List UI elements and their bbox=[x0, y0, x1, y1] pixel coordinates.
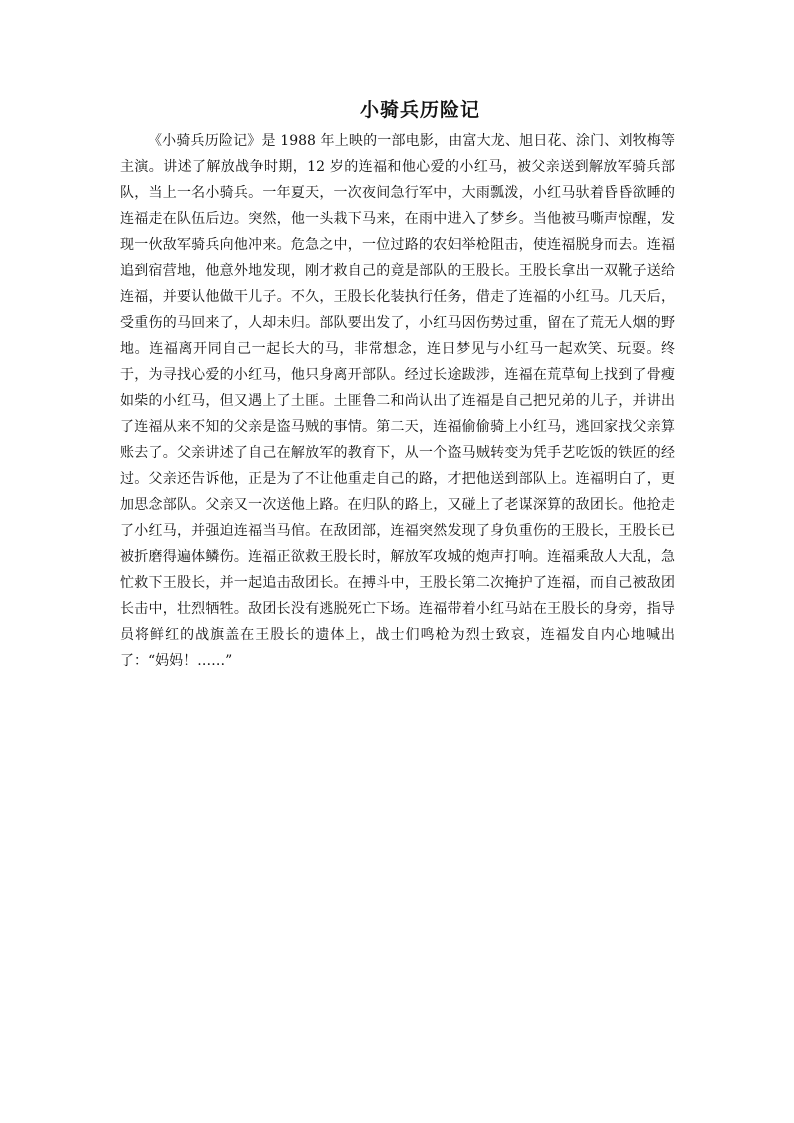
document-paragraph: 《小骑兵历险记》是 1988 年上映的一部电影，由富大龙、旭日花、涂门、刘牧梅等主演。讲述了解放战争时期，12 岁的连福和他心爱的小红马，被父亲送到解放军骑兵部队，当上一名小骑兵。一年夏天，一次夜间急行军中，大雨瓢泼，小红马驮着昏昏欲睡的连福走在队伍后边。突然，他一头栽下马来，在雨中进入了梦乡。当他被马嘶声惊醒，发现一伙敌军骑兵向他冲来。危急之中，一位过路的农妇举枪阻击，使连福脱身而去。连福追到宿营地，他意外地发现，刚才救自己的竟是部队的王股长。王股长拿出一双靴子送给连福，并要认他做干儿子。不久，王股长化装执行任务，借走了连福的小红马。几天后，受重伤的马回来了，人却未归。部队要出发了，小红马因伤势过重，留在了荒无人烟的野地。连福离开同自己一起长大的马，非常想念，连日梦见与小红马一起欢笑、玩耍。终于，为寻找心爱的小红马，他只身离开部队。经过长途跋涉，连福在荒草甸上找到了骨瘦如柴的小红马，但又遇上了土匪。土匪鲁二和尚认出了连福是自己把兄弟的儿子，并讲出了连福从来不知的父亲是盗马贼的事情。第二天，连福偷偷骑上小红马，逃回家找父亲算账去了。父亲讲述了自己在解放军的教育下，从一个盗马贼转变为凭手艺吃饭的铁匠的经过。父亲还告诉他，正是为了不让他重走自己的路，才把他送到部队上。连福明白了，更加思念部队。父亲又一次送他上路。在归队的路上，又碰上了老谋深算的敌团长。他抢走了小红马，并强迫连福当马倌。在敌团部，连福突然发现了身负重伤的王股长，王股长已被折磨得遍体鳞伤。连福正欲救王股长时，解放军攻城的炮声打响。连福乘敌人大乱，急忙救下王股长，并一起追击敌团长。在搏斗中，王股长第二次掩护了连福，而自己被敌团长击中，壮烈牺牲。敌团长没有逃脱死亡下场。连福带着小红马站在王股长的身旁，指导员将鲜红的战旗盖在王股长的遗体上，战士们鸣枪为烈士致哀，连福发自内心地喊出了：“妈妈！……” bbox=[120, 133, 675, 669]
document-title: 小骑兵历险记 bbox=[359, 99, 480, 121]
